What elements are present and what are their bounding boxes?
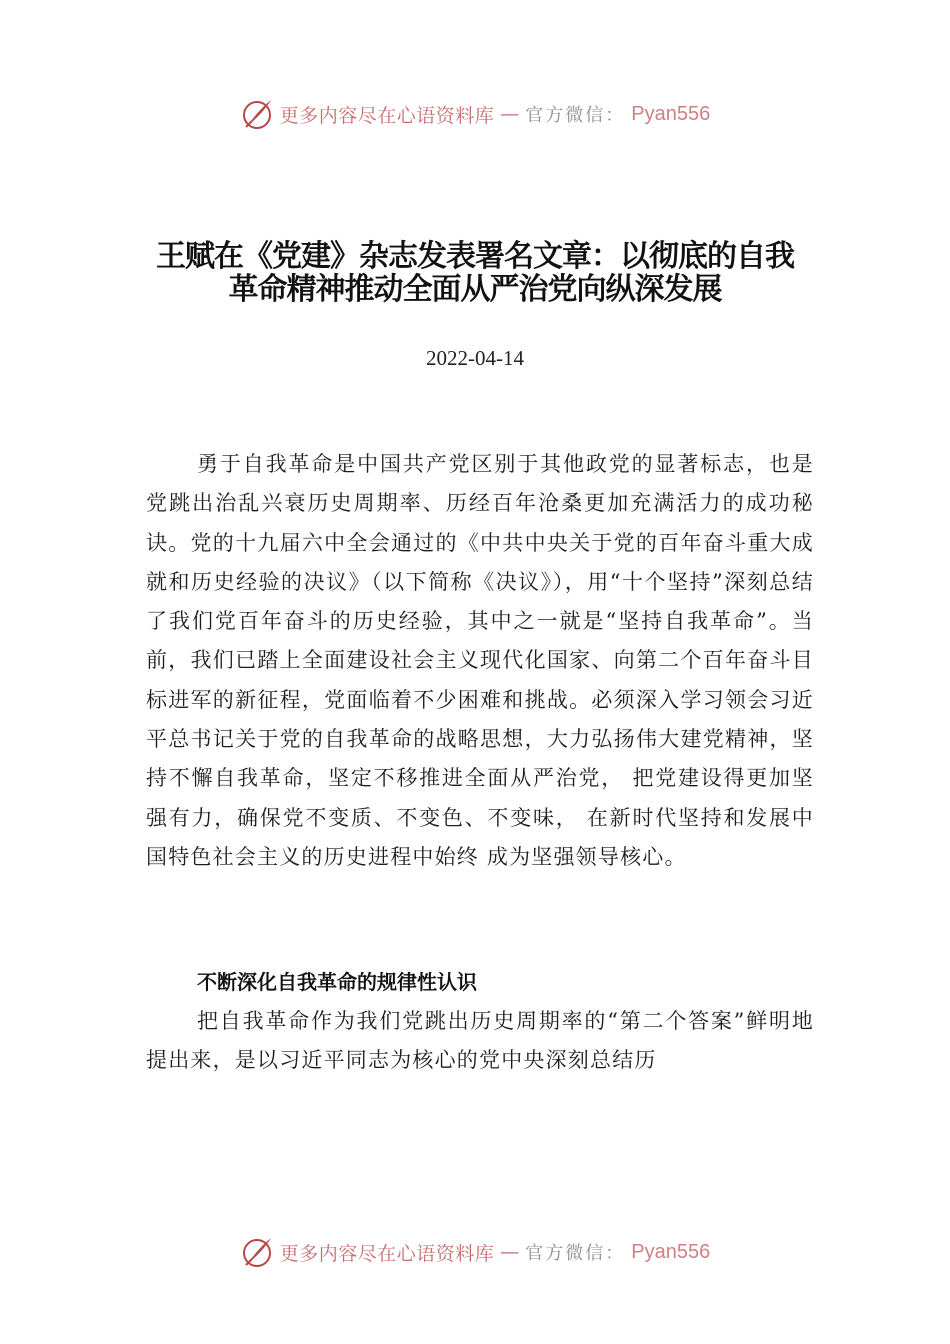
watermark-main-text: 更多内容尽在心语资料库: [279, 104, 495, 127]
article-paragraph: 勇于自我革命是中国共产党区别于其他政党的显著标志，也是党跳出治乱兴衰历史周期率、历经百年沧桑更加充满活力的成功秘诀。党的十九届六中全会通过的《中共中央关于党的百年奋斗重大成就和历史经验的决议》（以下简称《决议》），用“十个坚持”深刻总结了我们党百年奋斗的历史经验，其中之一就是“坚持自我革命”。当前，我们已踏上全面建设社会主义现代化国家、向第二个百年奋斗目标进军的新征程，党面临着不少困难和挑战。必须深入学习领会习近平总书记关于党的自我革命的战略思想，大力弘扬伟大建党精神，坚持不懈自我革命，坚定不移推进全面从严治党， 把党建设得更加坚强有力，确保党不变质、不变色、不变味， 在新时代坚持和发展中国特色社会主义的历史进程中始终 成为坚强领导核心。: [146, 452, 814, 869]
article-date: 2022-04-14: [426, 346, 524, 370]
watermark-wechat-id: Pyan556: [631, 102, 711, 125]
watermark-label: 官方微信：: [525, 105, 626, 126]
top-watermark-banner: [0, 94, 950, 134]
quill-pen-logo-icon: [240, 97, 274, 131]
section-subheading: 不断深化自我革命的规律性认识: [197, 970, 477, 994]
watermark-main-text: 更多内容尽在心语资料库: [279, 1242, 495, 1265]
bottom-watermark-banner: [0, 1232, 950, 1272]
watermark-dash: —: [500, 103, 520, 125]
watermark-label: 官方微信：: [525, 1243, 626, 1264]
quill-pen-logo-icon: [240, 1235, 274, 1269]
article-title: 王赋在《党建》杂志发表署名文章：以彻底的自我革命精神推动全面从严治党向纵深发展: [156, 239, 794, 307]
article-paragraph: 把自我革命作为我们党跳出历史周期率的“第二个答案”鲜明地提出来，是以习近平同志为核心的党中央深刻总结历: [146, 1009, 814, 1073]
watermark-wechat-id: Pyan556: [631, 1240, 711, 1263]
watermark-dash: —: [500, 1241, 520, 1263]
